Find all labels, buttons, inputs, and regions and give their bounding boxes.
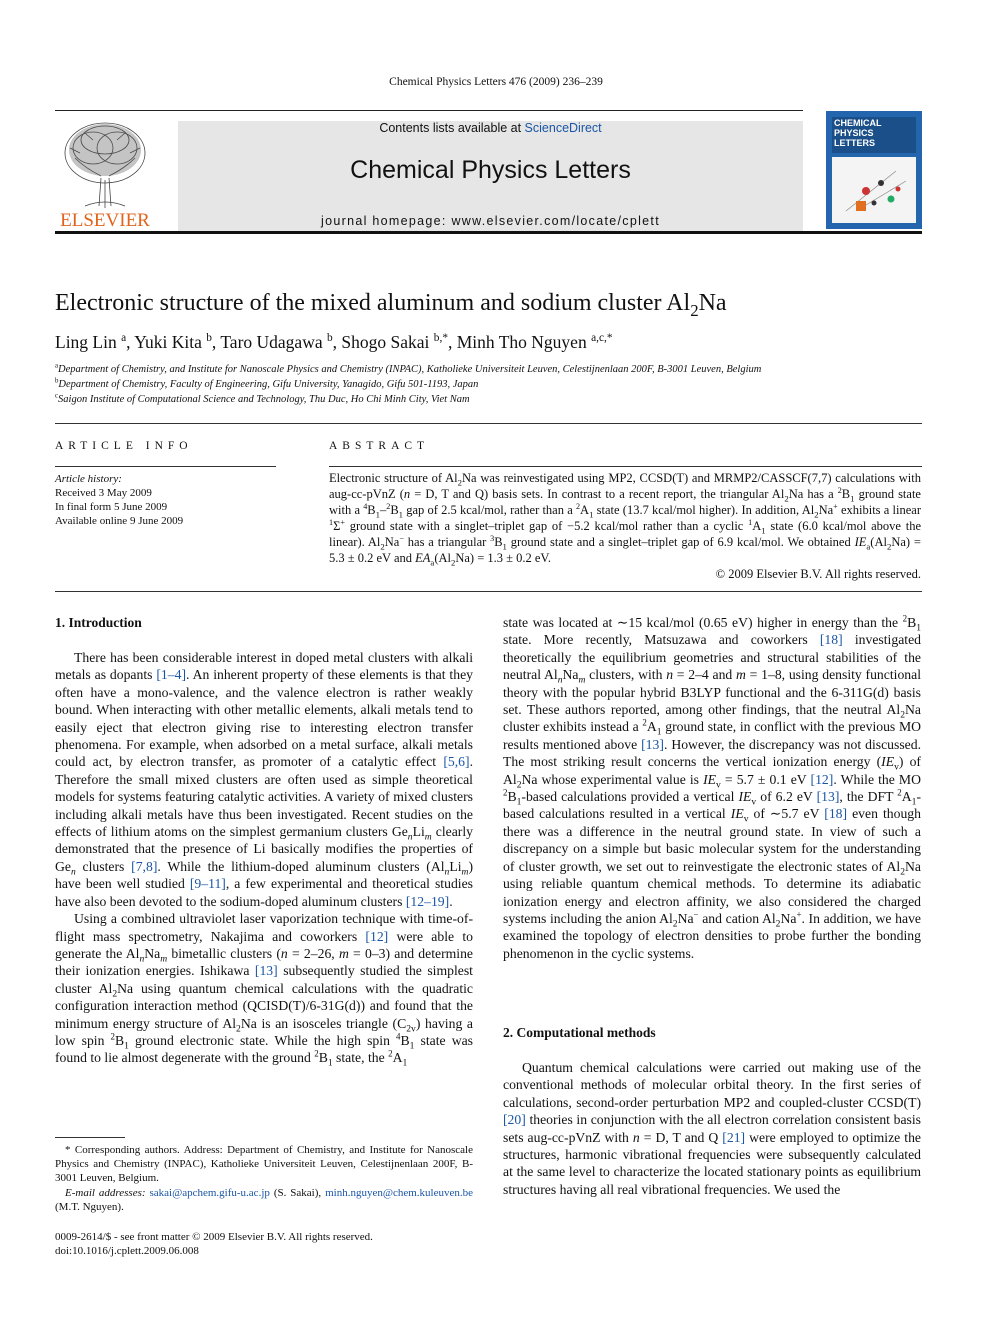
section-heading-introduction: 1. Introduction	[55, 615, 142, 630]
header-bottom-rule	[55, 231, 922, 234]
reference-link[interactable]: [1–4]	[156, 667, 187, 683]
affiliation: $^a$Department of Chemistry, and Institute for Nanoscale Physics and Chemistry (INPAC), Katholieke Universiteit Leuven, Celestijnenlaan 200F, B-3001 Leuven, Belgium	[55, 362, 762, 375]
email-link[interactable]: minh.nguyen@chem.kuleuven.be	[325, 1186, 474, 1199]
journal-citation: Chemical Physics Letters 476 (2009) 236–239	[389, 76, 603, 88]
abstract-rule	[329, 466, 922, 467]
history-label: Article history:	[55, 473, 122, 485]
title-main: Electronic structure of the mixed aluminum and sodium cluster Al	[55, 290, 691, 316]
elsevier-wordmark: ELSEVIER	[60, 210, 150, 230]
header-top-rule	[55, 110, 803, 111]
reference-link[interactable]: [13]	[816, 789, 840, 805]
journal-name: Chemical Physics Letters	[350, 156, 631, 184]
email-link[interactable]: sakai@apchem.gifu-u.ac.jp	[149, 1186, 270, 1199]
front-matter-info	[55, 1230, 475, 1258]
title-subscript: 2	[690, 300, 699, 320]
elsevier-logo	[55, 118, 155, 230]
reference-link[interactable]: [7,8]	[131, 858, 158, 874]
author-list: Ling Lin $^a$, Yuki Kita $^b$, Taro Udagawa $^b$, Shogo Sakai $^{b,*}$, Minh Tho Nguyen $^{a,c,*}$	[55, 332, 613, 352]
reference-link[interactable]: [18]	[819, 632, 843, 648]
reference-link[interactable]: [9–11]	[189, 876, 226, 892]
intro-paragraph-2-continued: state was located at ∼15 kcal/mol (0.65 eV) higher in energy than the $^2B_1$ state. More recently, Matsuzawa and coworkers [18] investigated theoretically the equilibrium geometries and structural stabilities of the neutral $Al_nNa_m$ clusters, with n = 2–4 and m = 1–8, using density functional theory with the popular hybrid B3LYP functional and the 6-311G(d) basis set. These authors reported, among other findings, that the neutral $Al_2Na$ cluster exhibits instead a $^2A_1$ ground state, in conflict with the previous MO results mentioned above [13]. However, the discrepancy was not discussed. The most striking result concerns the vertical ionization energy $(IE_v)$ of $Al_2Na$ whose experimental value is $IE_v = 5.7 \pm 0.1$ eV [12]. While the MO $^2B_1$-based calculations provided a vertical $IE_v$ of 6.2 eV [13], the DFT $^2A_1$-based calculations resulted in a vertical $IE_v$ of ∼5.7 eV [18] even though there was a difference in the neutral ground state. In view of such a discrepancy on a simple but basic molecular system for the understanding of cluster growth, we set out to reinvestigate the electronic states of $Al_2Na$ using reliable quantum chemical methods. To determine its adiabatic ionization energy and electron affinity, we also considered the charged systems including the anion $Al_2Na^-$ and cation $Al_2Na^+$. In addition, we have examined the topology of electron densities to probe further the bonding phenomenon in the cyclic systems.	[503, 613, 922, 961]
abstract-copyright: © 2009 Elsevier B.V. All rights reserved.	[715, 567, 921, 581]
article-history	[55, 472, 285, 528]
reference-link[interactable]: [20]	[503, 1112, 526, 1128]
author: Taro Udagawa $^b$	[220, 332, 333, 352]
sciencedirect-link[interactable]: ScienceDirect	[524, 121, 602, 135]
abstract-heading: ABSTRACT	[329, 440, 430, 452]
affiliation: $^c$Saigon Institute of Computational Science and Technology, Thu Duc, Ho Chi Minh City, Viet Nam	[55, 392, 470, 405]
corresponding-author-note: * Corresponding authors. Address: Department of Chemistry, and Institute for Nanoscale Physics and Chemistry (INPAC), Katholieke Universiteit Leuven, Celestijnenlaan 200F, B-3001 Leuven, Belgium.	[55, 1144, 473, 1185]
section-heading-methods: 2. Computational methods	[503, 1025, 656, 1040]
reference-link[interactable]: [12]	[365, 928, 389, 944]
intro-paragraph-2: Using a combined ultraviolet laser vaporization technique with time-of-flight mass spectrometry, Nakajima and coworkers [12] were able to generate the $Al_nNa_m$ bimetallic clusters (n = 2–26, m = 0–3) and determine their ionization energies. Ishikawa [13] subsequently studied the simplest cluster $Al_2Na$ using quantum chemical calculations with the quadratic configuration interaction method (QCISD(T)/6-31G(d)) and found that the minimum energy structure of $Al_2Na$ is an isosceles triangle $(C_{2v})$ having a low spin $^2B_1$ ground electronic state. While the high spin $^4B_1$ state was found to lie almost degenerate with the ground $^2B_1$ state, the $^2A_1$	[55, 911, 474, 1070]
reference-link[interactable]: [18]	[824, 806, 848, 822]
footnote-rule	[55, 1137, 125, 1138]
online-date: Available online 9 June 2009	[55, 515, 184, 527]
reference-link[interactable]: [12]	[810, 771, 834, 787]
cover-title: CHEMICAL PHYSICS LETTERS	[834, 118, 882, 148]
journal-cover	[826, 111, 922, 229]
intro-column-left	[55, 649, 474, 1070]
received-date: Received 3 May 2009	[55, 487, 152, 499]
abstract-bottom-rule	[55, 591, 922, 592]
intro-column-right	[503, 614, 921, 962]
elsevier-tree-icon	[55, 118, 155, 230]
footnotes	[55, 1143, 473, 1214]
methods-paragraph-1: Quantum chemical calculations were carried out making use of the conventional methods of molecular orbital theory. In the first series of calculations, second-order perturbation MP2 and coupled-cluster CCSD(T) [20] theories in conjunction with the all electron correlation consistent basis sets aug-cc-pVnZ with n = D, T and Q [21] were employed to optimize the structures, harmonic vibrational frequencies were subsequently calculated at the same level to characterize the located stationary points as equilibrium structures having all real vibrational frequencies. We used the	[503, 1060, 921, 1197]
reference-link[interactable]: [13]	[254, 963, 278, 979]
email-note: E-mail addresses: sakai@apchem.gifu-u.ac.jp (S. Sakai), minh.nguyen@chem.kuleuven.be (M.T. Nguyen).	[55, 1186, 474, 1213]
abstract-body: Electronic structure of $Al_2Na$ was reinvestigated using MP2, CCSD(T) and MRMP2/CASSCF(7,7) calculations with aug-cc-pVnZ (n = D, T and Q) basis sets. In contrast to a recent report, the triangular $Al_2Na$ has a $^2B_1$ ground state with a $^4B_1-^2B_1$ gap of 2.5 kcal/mol, rather than a $^2A_1$ state (13.7 kcal/mol higher). In addition, $Al_2Na^+$ exhibits a linear $^1$Σ+ ground state with a singlet–triplet gap of −5.2 kcal/mol rather than a cyclic $^1A_1$ state (6.0 kcal/mol above the linear). $Al_2Na^-$ has a triangular $^3B_1$ ground state and a singlet–triplet gap of 6.9 kcal/mol. We obtained $IE_a(Al_2Na) = 5.3 \pm 0.2$ eV and $EA_a(Al_2Na) = 1.3 \pm 0.2$ eV. © 2009 Elsevier B.V. All rights reserved.	[329, 471, 921, 581]
doi-line[interactable]: doi:10.1016/j.cplett.2009.06.008	[55, 1245, 199, 1257]
reference-link[interactable]: [12–19]	[405, 893, 450, 909]
contents-prefix: Contents lists available at	[379, 121, 525, 135]
affiliation: $^b$Department of Chemistry, Faculty of Engineering, Gifu University, Yanagido, Gifu 501-1193, Japan	[55, 377, 479, 390]
journal-homepage[interactable]: journal homepage: www.elsevier.com/locate/cplett	[321, 214, 660, 228]
author: Ling Lin $^a$	[55, 332, 127, 352]
author: Yuki Kita $^b$	[134, 332, 212, 352]
reference-link[interactable]: [13]	[641, 736, 664, 752]
affiliation-rule	[55, 423, 922, 424]
reference-link[interactable]: [5,6]	[443, 754, 470, 770]
article-info-heading: ARTICLE INFO	[55, 440, 193, 452]
cover-art	[826, 111, 922, 229]
author: Minh Tho Nguyen $^{a,c,*}$	[456, 332, 613, 352]
author: Shogo Sakai $^{b,*}$	[341, 332, 448, 352]
issn-line: 0009-2614/$ - see front matter © 2009 Elsevier B.V. All rights reserved.	[55, 1231, 373, 1243]
title-end: Na	[698, 290, 727, 316]
final-form-date: In final form 5 June 2009	[55, 501, 168, 513]
reference-link[interactable]: [21]	[722, 1129, 746, 1145]
article-title	[55, 290, 935, 320]
contents-line	[178, 121, 803, 135]
methods-column	[503, 1059, 921, 1198]
article-info-rule	[55, 466, 276, 467]
intro-paragraph-1: There has been considerable interest in doped metal clusters with alkali metals as dopants [1–4]. An inherent property of these elements is that they often have a mono-valence, and the valence electron is rather weakly bound. When interacting with other metallic elements, alkali metals tend to easily eject that electron giving rise to interesting electron transfer phenomena. For example, when adsorbed on a metal surface, alkali metals could act, by electron transfer, as promoter of a catalytic effect [5,6]. Therefore the small mixed clusters are often used as simple theoretical models for systems featuring catalytic activities. A variety of mixed clusters including alkali metals have thus been investigated. Recent studies on the effects of lithium atoms on the simplest germanium clusters $Ge_nLi_m$ clearly demonstrated that the presence of Li basically modifies the properties of $Ge_n$ clusters [7,8]. While the lithium-doped aluminum clusters $(Al_nLi_m)$ have been well studied [9–11], a few experimental and theoretical studies have also been devoted to the sodium-doped aluminum clusters [12–19].	[55, 650, 474, 909]
